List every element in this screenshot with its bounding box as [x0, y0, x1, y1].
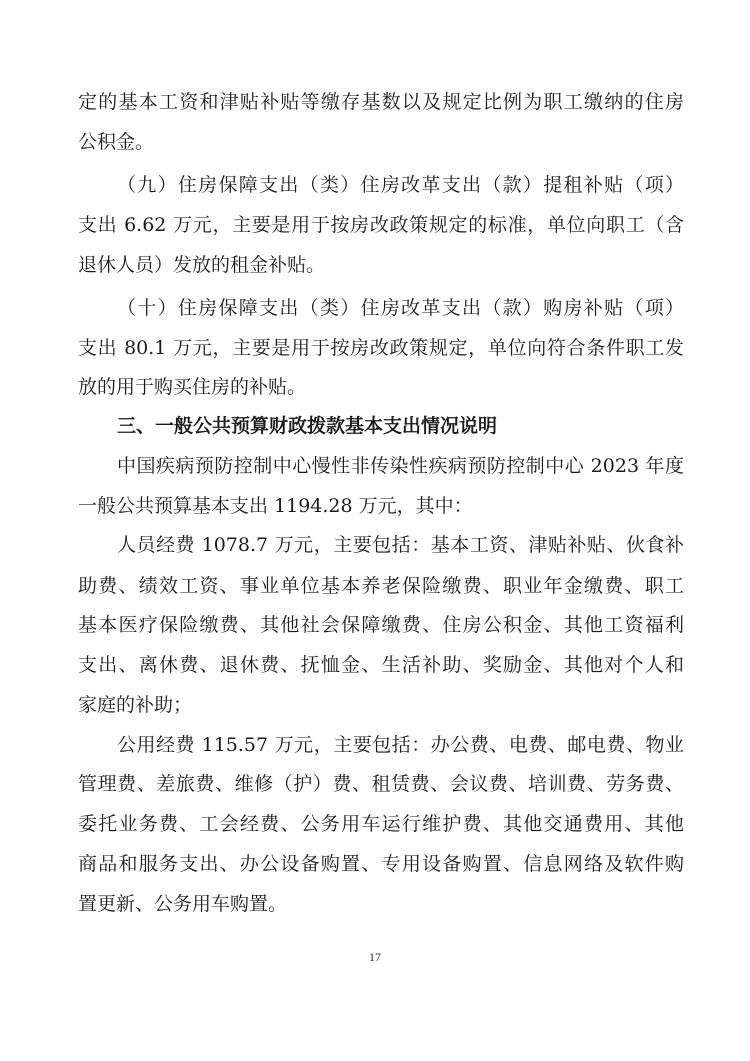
text-line: 公积金。: [78, 131, 155, 153]
text-line: 定的基本工资和津贴补贴等缴存基数以及规定比例为职工缴纳的住房: [78, 91, 684, 113]
text-line: 家庭的补助；: [78, 694, 193, 716]
text-line: 支出 6.62 万元，主要是用于按房改政策规定的标准，单位向职工（含: [78, 214, 684, 236]
text-line: （九）住房保障支出（类）住房改革支出（款）提租补贴（项）: [117, 174, 684, 196]
section-heading: 三、一般公共预算财政拨款基本支出情况说明: [117, 415, 498, 437]
text-line: 支出 80.1 万元，主要是用于按房改政策规定，单位向符合条件职工发: [78, 337, 684, 359]
text-line: 委托业务费、工会经费、公务用车运行维护费、其他交通费用、其他: [78, 813, 684, 835]
text-line: 助费、绩效工资、事业单位基本养老保险缴费、职业年金缴费、职工: [78, 575, 684, 597]
text-line: 管理费、差旅费、维修（护）费、租赁费、会议费、培训费、劳务费、: [78, 773, 684, 795]
text-line: 商品和服务支出、办公设备购置、专用设备购置、信息网络及软件购: [78, 853, 684, 875]
text-line: 一般公共预算基本支出 1194.28 万元，其中：: [78, 495, 473, 517]
text-line: 置更新、公务用车购置。: [78, 893, 288, 915]
text-line: 基本医疗保险缴费、其他社会保障缴费、住房公积金、其他工资福利: [78, 614, 684, 636]
text-line: 中国疾病预防控制中心慢性非传染性疾病预防控制中心 2023 年度: [117, 455, 684, 477]
text-line: 退休人员）发放的租金补贴。: [78, 254, 326, 276]
page-number: 17: [369, 950, 381, 964]
text-line: （十）住房保障支出（类）住房改革支出（款）购房补贴（项）: [117, 297, 684, 319]
text-line: 公用经费 115.57 万元，主要包括：办公费、电费、邮电费、物业: [117, 734, 684, 756]
text-line: 放的用于购买住房的补贴。: [78, 376, 307, 398]
text-line: 人员经费 1078.7 万元，主要包括：基本工资、津贴补贴、伙食补: [117, 534, 684, 556]
text-line: 支出、离休费、退休费、抚恤金、生活补助、奖励金、其他对个人和: [78, 654, 684, 676]
